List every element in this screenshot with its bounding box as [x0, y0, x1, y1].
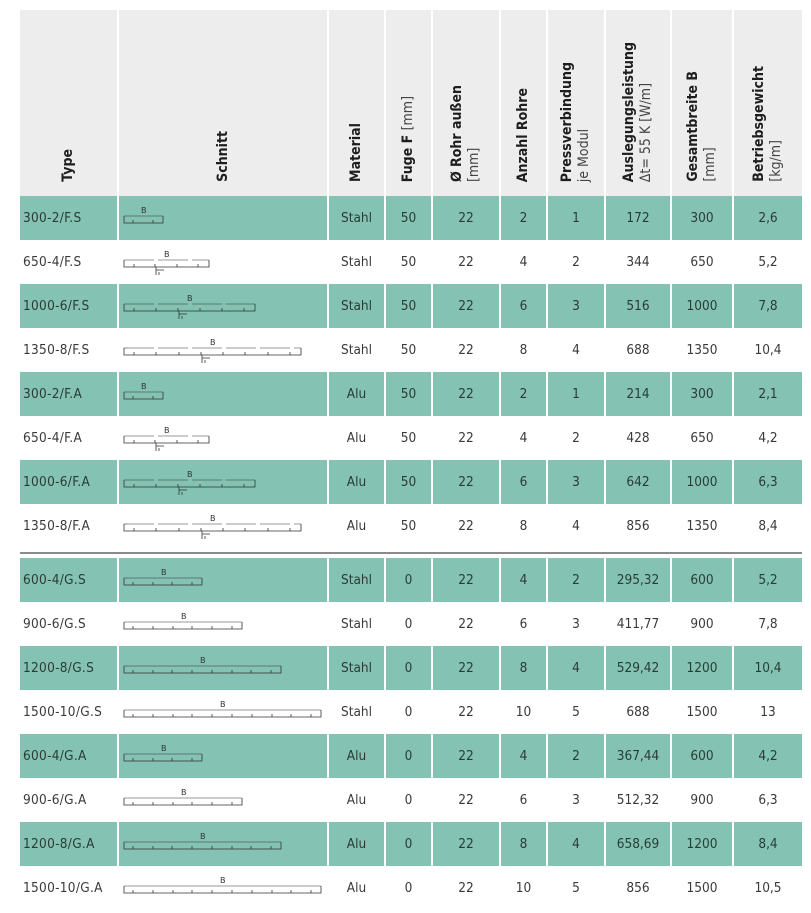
cell-material: Alu — [329, 866, 384, 910]
cell-press: 3 — [548, 602, 604, 646]
cell-fuge: 50 — [386, 240, 431, 284]
schnitt-diagram — [123, 742, 212, 772]
cell-anzahl: 10 — [501, 866, 546, 910]
cell-breite: 1350 — [672, 328, 732, 372]
cell-gewicht: 7,8 — [734, 284, 802, 328]
cell-rohr: 22 — [433, 734, 499, 778]
cell-breite: 650 — [672, 416, 732, 460]
header-breite-label: Gesamtbreite B — [685, 71, 701, 182]
cell-fuge: 0 — [386, 690, 431, 734]
cell-material: Alu — [329, 822, 384, 866]
cell-type: 300-2/F.S — [20, 196, 117, 240]
cell-rohr: 22 — [433, 822, 499, 866]
table-body-f-series — [20, 196, 802, 548]
cell-schnitt — [119, 558, 327, 602]
cell-leistung: 529,42 — [606, 646, 670, 690]
cell-anzahl: 4 — [501, 240, 546, 284]
cell-gewicht: 5,2 — [734, 558, 802, 602]
cell-gewicht: 10,4 — [734, 646, 802, 690]
product-table — [18, 10, 804, 910]
schnitt-diagram — [123, 292, 265, 322]
schnitt-b-label: B — [187, 470, 193, 479]
table-row — [20, 372, 802, 416]
schnitt-diagram — [123, 830, 291, 860]
cell-schnitt — [119, 328, 327, 372]
cell-gewicht: 2,6 — [734, 196, 802, 240]
cell-press: 4 — [548, 822, 604, 866]
cell-press: 4 — [548, 646, 604, 690]
table-row — [20, 822, 802, 866]
cell-type: 1200-8/G.A — [20, 822, 117, 866]
cell-fuge: 0 — [386, 734, 431, 778]
cell-fuge: 50 — [386, 504, 431, 548]
cell-press: 4 — [548, 504, 604, 548]
schnitt-diagram — [123, 380, 173, 410]
cell-anzahl: 8 — [501, 504, 546, 548]
table-row — [20, 690, 802, 734]
cell-fuge: 50 — [386, 328, 431, 372]
cell-leistung: 428 — [606, 416, 670, 460]
cell-rohr: 22 — [433, 558, 499, 602]
header-material — [329, 10, 384, 196]
cell-rohr: 22 — [433, 240, 499, 284]
cell-anzahl: 10 — [501, 690, 546, 734]
header-anzahl-label: Anzahl Rohre — [515, 87, 531, 182]
schnitt-b-label: B — [181, 612, 187, 621]
schnitt-diagram — [123, 566, 212, 596]
cell-leistung: 856 — [606, 504, 670, 548]
header-fuge-label: Fuge F — [400, 134, 416, 182]
cell-breite: 1350 — [672, 504, 732, 548]
cell-breite: 1500 — [672, 690, 732, 734]
cell-schnitt — [119, 778, 327, 822]
header-leistung-sub: Δt= 55 K [W/m] — [638, 82, 654, 182]
cell-fuge: 0 — [386, 778, 431, 822]
header-leistung-label: Auslegungsleistung — [621, 41, 637, 182]
cell-type: 650-4/F.S — [20, 240, 117, 284]
schnitt-box — [119, 372, 327, 416]
cell-anzahl: 8 — [501, 822, 546, 866]
cell-type: 1350-8/F.S — [20, 328, 117, 372]
cell-type: 1500-10/G.S — [20, 690, 117, 734]
cell-fuge: 0 — [386, 646, 431, 690]
cell-anzahl: 2 — [501, 196, 546, 240]
cell-fuge: 0 — [386, 602, 431, 646]
cell-leistung: 642 — [606, 460, 670, 504]
schnitt-box — [119, 778, 327, 822]
cell-gewicht: 10,5 — [734, 866, 802, 910]
table-row — [20, 328, 802, 372]
cell-rohr: 22 — [433, 866, 499, 910]
schnitt-box — [119, 328, 327, 372]
schnitt-diagram — [123, 654, 291, 684]
cell-material: Stahl — [329, 646, 384, 690]
cell-schnitt — [119, 504, 327, 548]
header-breite — [672, 10, 732, 196]
schnitt-b-label: B — [200, 832, 206, 841]
cell-press: 3 — [548, 460, 604, 504]
cell-press: 1 — [548, 196, 604, 240]
cell-material: Stahl — [329, 284, 384, 328]
cell-material: Alu — [329, 416, 384, 460]
cell-press: 2 — [548, 416, 604, 460]
cell-fuge: 50 — [386, 196, 431, 240]
table-row — [20, 734, 802, 778]
table-row — [20, 504, 802, 548]
cell-material: Alu — [329, 372, 384, 416]
header-gewicht-unit: [kg/m] — [768, 140, 784, 182]
cell-schnitt — [119, 690, 327, 734]
cell-gewicht: 6,3 — [734, 778, 802, 822]
cell-leistung: 214 — [606, 372, 670, 416]
schnitt-box — [119, 866, 327, 910]
cell-schnitt — [119, 460, 327, 504]
header-fuge-unit: [mm] — [400, 95, 416, 131]
cell-rohr: 22 — [433, 284, 499, 328]
cell-type: 900-6/G.A — [20, 778, 117, 822]
cell-material: Stahl — [329, 602, 384, 646]
cell-breite: 1000 — [672, 284, 732, 328]
schnitt-box — [119, 460, 327, 504]
cell-gewicht: 7,8 — [734, 602, 802, 646]
cell-breite: 300 — [672, 196, 732, 240]
cell-material: Alu — [329, 460, 384, 504]
header-rohr-unit: [mm] — [466, 147, 482, 182]
cell-press: 2 — [548, 240, 604, 284]
schnitt-b-label: B — [164, 426, 170, 435]
header-type-label: Type — [60, 149, 76, 182]
schnitt-b-label: B — [161, 744, 167, 753]
cell-type: 650-4/F.A — [20, 416, 117, 460]
cell-rohr: 22 — [433, 602, 499, 646]
cell-leistung: 295,32 — [606, 558, 670, 602]
cell-type: 900-6/G.S — [20, 602, 117, 646]
cell-rohr: 22 — [433, 328, 499, 372]
cell-press: 4 — [548, 328, 604, 372]
cell-material: Alu — [329, 734, 384, 778]
cell-fuge: 50 — [386, 284, 431, 328]
cell-breite: 900 — [672, 602, 732, 646]
header-schnitt — [119, 10, 327, 196]
cell-rohr: 22 — [433, 646, 499, 690]
table-body-g-series — [20, 558, 802, 910]
header-row — [20, 10, 802, 196]
schnitt-box — [119, 558, 327, 602]
header-press — [548, 10, 604, 196]
cell-press: 1 — [548, 372, 604, 416]
cell-material: Stahl — [329, 558, 384, 602]
schnitt-b-label: B — [141, 206, 147, 215]
cell-breite: 1200 — [672, 822, 732, 866]
schnitt-b-label: B — [220, 700, 226, 709]
cell-gewicht: 4,2 — [734, 734, 802, 778]
cell-rohr: 22 — [433, 196, 499, 240]
cell-gewicht: 13 — [734, 690, 802, 734]
schnitt-box — [119, 602, 327, 646]
header-material-label: Material — [348, 123, 364, 182]
header-press-label: Pressverbindung — [559, 61, 575, 182]
cell-gewicht: 8,4 — [734, 822, 802, 866]
header-gewicht-label: Betriebsgewicht — [751, 66, 767, 182]
schnitt-box — [119, 284, 327, 328]
cell-anzahl: 8 — [501, 328, 546, 372]
header-press-sub: je Modul — [576, 128, 592, 182]
cell-material: Alu — [329, 504, 384, 548]
schnitt-b-label: B — [141, 382, 147, 391]
table-row — [20, 460, 802, 504]
cell-schnitt — [119, 822, 327, 866]
cell-schnitt — [119, 646, 327, 690]
cell-rohr: 22 — [433, 372, 499, 416]
schnitt-b-label: B — [220, 876, 226, 885]
cell-fuge: 0 — [386, 822, 431, 866]
schnitt-diagram — [123, 874, 331, 904]
cell-type: 1500-10/G.A — [20, 866, 117, 910]
table-row — [20, 558, 802, 602]
cell-schnitt — [119, 240, 327, 284]
cell-anzahl: 4 — [501, 416, 546, 460]
schnitt-box — [119, 690, 327, 734]
cell-leistung: 688 — [606, 690, 670, 734]
header-rohr — [433, 10, 499, 196]
series-divider — [20, 548, 802, 558]
header-type — [20, 10, 117, 196]
cell-press: 2 — [548, 558, 604, 602]
schnitt-diagram — [123, 336, 311, 366]
cell-schnitt — [119, 602, 327, 646]
schnitt-diagram — [123, 786, 252, 816]
cell-schnitt — [119, 734, 327, 778]
cell-leistung: 856 — [606, 866, 670, 910]
schnitt-b-label: B — [210, 338, 216, 347]
cell-leistung: 411,77 — [606, 602, 670, 646]
cell-anzahl: 4 — [501, 558, 546, 602]
cell-schnitt — [119, 866, 327, 910]
cell-breite: 900 — [672, 778, 732, 822]
schnitt-diagram — [123, 512, 311, 542]
cell-leistung: 367,44 — [606, 734, 670, 778]
cell-rohr: 22 — [433, 690, 499, 734]
schnitt-box — [119, 504, 327, 548]
header-fuge — [386, 10, 431, 196]
cell-breite: 1500 — [672, 866, 732, 910]
cell-schnitt — [119, 416, 327, 460]
cell-type: 300-2/F.A — [20, 372, 117, 416]
cell-leistung: 688 — [606, 328, 670, 372]
cell-type: 1000-6/F.A — [20, 460, 117, 504]
cell-breite: 1000 — [672, 460, 732, 504]
cell-material: Stahl — [329, 196, 384, 240]
schnitt-diagram — [123, 248, 219, 278]
cell-fuge: 0 — [386, 558, 431, 602]
schnitt-box — [119, 822, 327, 866]
table-row — [20, 240, 802, 284]
cell-material: Stahl — [329, 240, 384, 284]
cell-fuge: 50 — [386, 416, 431, 460]
cell-breite: 1200 — [672, 646, 732, 690]
cell-leistung: 512,32 — [606, 778, 670, 822]
header-schnitt-label: Schnitt — [214, 131, 231, 182]
header-breite-unit: [mm] — [702, 147, 718, 182]
cell-press: 3 — [548, 778, 604, 822]
cell-type: 600-4/G.A — [20, 734, 117, 778]
cell-press: 5 — [548, 690, 604, 734]
cell-anzahl: 6 — [501, 284, 546, 328]
cell-gewicht: 2,1 — [734, 372, 802, 416]
cell-breite: 600 — [672, 558, 732, 602]
cell-rohr: 22 — [433, 460, 499, 504]
cell-anzahl: 8 — [501, 646, 546, 690]
cell-breite: 300 — [672, 372, 732, 416]
cell-type: 600-4/G.S — [20, 558, 117, 602]
cell-breite: 650 — [672, 240, 732, 284]
cell-gewicht: 8,4 — [734, 504, 802, 548]
schnitt-diagram — [123, 610, 252, 640]
schnitt-diagram — [123, 424, 219, 454]
schnitt-box — [119, 240, 327, 284]
schnitt-box — [119, 734, 327, 778]
cell-gewicht: 5,2 — [734, 240, 802, 284]
cell-rohr: 22 — [433, 504, 499, 548]
cell-fuge: 0 — [386, 866, 431, 910]
header-rohr-label: Ø Rohr außen — [449, 84, 465, 182]
schnitt-box — [119, 196, 327, 240]
cell-anzahl: 2 — [501, 372, 546, 416]
header-anzahl — [501, 10, 546, 196]
schnitt-diagram — [123, 698, 331, 728]
schnitt-diagram — [123, 468, 265, 498]
table-row — [20, 778, 802, 822]
cell-material: Alu — [329, 778, 384, 822]
table-row — [20, 602, 802, 646]
cell-press: 5 — [548, 866, 604, 910]
cell-gewicht: 6,3 — [734, 460, 802, 504]
table-row — [20, 196, 802, 240]
header-gewicht — [734, 10, 802, 196]
schnitt-diagram — [123, 204, 173, 234]
cell-breite: 600 — [672, 734, 732, 778]
schnitt-b-label: B — [164, 250, 170, 259]
cell-leistung: 344 — [606, 240, 670, 284]
table-row — [20, 866, 802, 910]
cell-anzahl: 6 — [501, 602, 546, 646]
cell-schnitt — [119, 284, 327, 328]
cell-schnitt — [119, 372, 327, 416]
cell-anzahl: 6 — [501, 460, 546, 504]
cell-press: 3 — [548, 284, 604, 328]
cell-anzahl: 6 — [501, 778, 546, 822]
cell-leistung: 172 — [606, 196, 670, 240]
cell-material: Stahl — [329, 328, 384, 372]
cell-press: 2 — [548, 734, 604, 778]
cell-leistung: 658,69 — [606, 822, 670, 866]
schnitt-b-label: B — [200, 656, 206, 665]
cell-fuge: 50 — [386, 372, 431, 416]
cell-type: 1200-8/G.S — [20, 646, 117, 690]
table-row — [20, 416, 802, 460]
header-leistung — [606, 10, 670, 196]
cell-schnitt — [119, 196, 327, 240]
schnitt-b-label: B — [161, 568, 167, 577]
schnitt-b-label: B — [187, 294, 193, 303]
cell-rohr: 22 — [433, 416, 499, 460]
cell-type: 1000-6/F.S — [20, 284, 117, 328]
cell-fuge: 50 — [386, 460, 431, 504]
cell-material: Stahl — [329, 690, 384, 734]
schnitt-b-label: B — [210, 514, 216, 523]
schnitt-box — [119, 646, 327, 690]
schnitt-box — [119, 416, 327, 460]
cell-gewicht: 4,2 — [734, 416, 802, 460]
cell-anzahl: 4 — [501, 734, 546, 778]
schnitt-b-label: B — [181, 788, 187, 797]
cell-type: 1350-8/F.A — [20, 504, 117, 548]
cell-leistung: 516 — [606, 284, 670, 328]
cell-gewicht: 10,4 — [734, 328, 802, 372]
cell-rohr: 22 — [433, 778, 499, 822]
table-row — [20, 646, 802, 690]
table-row — [20, 284, 802, 328]
